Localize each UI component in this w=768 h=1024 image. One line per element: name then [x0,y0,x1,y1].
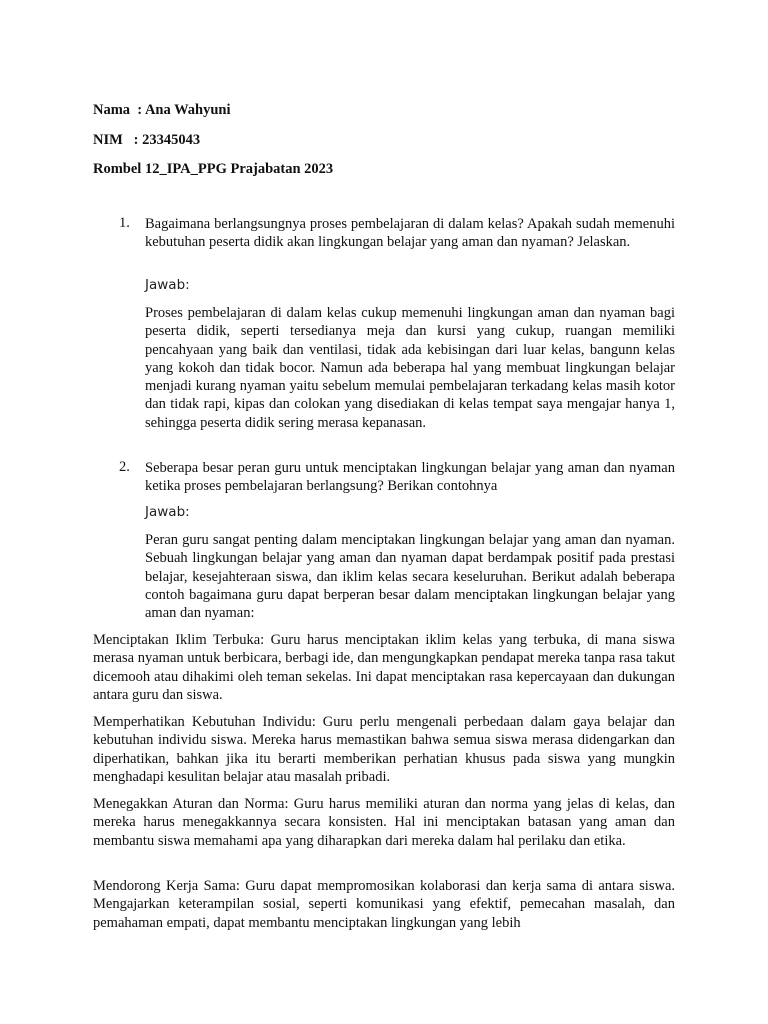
question-text: Bagaimana berlangsungnya proses pembelajaran di dalam kelas? Apakah sudah memenuhi kebutuhan peserta didik akan lingkungan belajar yang aman dan nyaman? Jelaskan. [145,216,675,251]
question-number: 1. [119,215,130,231]
answer-text: Peran guru sangat penting dalam menciptakan lingkungan belajar yang aman dan nyaman. Sebuah lingkungan belajar yang aman dan nyaman dapat berdampak positif pada prestasi belajar, kesejahteraan siswa, dan iklim kelas secara keseluruhan. Berikut adalah beberapa contoh bagaimana guru dapat berperan besar dalam menciptakan lingkungan belajar yang aman dan nyaman: [145,532,675,622]
answer-text: Proses pembelajaran di dalam kelas cukup memenuhi lingkungan aman dan nyaman bagi peserta didik, seperti tersedianya meja dan kursi yang cukup, ruangan memiliki pencahyaan yang baik dan ventilasi, tidak ada kebisingan dari luar kelas, bangunn kelas yang kokoh dan tidak bocor. Namun ada beberapa hal yang membuat lingkungan belajar menjadi kurang nyaman yaitu sebelum memulai pembelajaran terkadang kelas masih kotor dan tidak rapi, kipas dan colokan yang disediakan di kelas tempat saya mengajar hanya 1, sehingga peserta didik sering merasa kepanasan. [145,305,675,431]
question-text: Seberapa besar peran guru untuk menciptakan lingkungan belajar yang aman dan nyaman ketika proses pembelajaran berlangsung? Berikan contohnya [145,460,675,495]
paragraph: Mendorong Kerja Sama: Guru dapat mempromosikan kolaborasi dan kerja sama di antara siswa. Mengajarkan keterampilan sosial, seperti komunikasi yang efektif, pemecahan masalah, dan pemahaman empati, dapat membantu menciptakan lingkungan yang lebih [93,878,675,931]
student-name: Nama : Ana Wahyuni [93,102,231,118]
answer-label: Jawab: [145,277,190,293]
paragraph: Menegakkan Aturan dan Norma: Guru harus memiliki aturan dan norma yang jelas di kelas, dan mereka harus menegakkannya secara konsisten. Hal ini menciptakan batasan yang aman dan membantu siswa memahami apa yang diharapkan dari mereka dalam hal perilaku dan etika. [93,796,675,849]
question-number: 2. [119,459,130,475]
student-rombel: Rombel 12_IPA_PPG Prajabatan 2023 [93,161,334,177]
paragraph: Menciptakan Iklim Terbuka: Guru harus menciptakan iklim kelas yang terbuka, di mana siswa merasa nyaman untuk berbicara, berbagi ide, dan mengungkapkan pendapat mereka tanpa rasa takut dicemooh atau dihakimi oleh teman sekelas. Ini dapat menciptakan rasa kepercayaan dan dukungan antara guru dan siswa. [93,632,675,703]
student-nim: NIM : 23345043 [93,132,201,148]
paragraph: Memperhatikan Kebutuhan Individu: Guru perlu mengenali perbedaan dalam gaya belajar dan kebutuhan individu siswa. Mereka harus memastikan bahwa semua siswa merasa didengarkan dan diperhatikan, bahkan jika itu berarti memberikan perhatian khusus pada siswa yang mungkin menghadapi kesulitan belajar atau masalah pribadi. [93,714,675,785]
answer-label: Jawab: [145,504,190,520]
